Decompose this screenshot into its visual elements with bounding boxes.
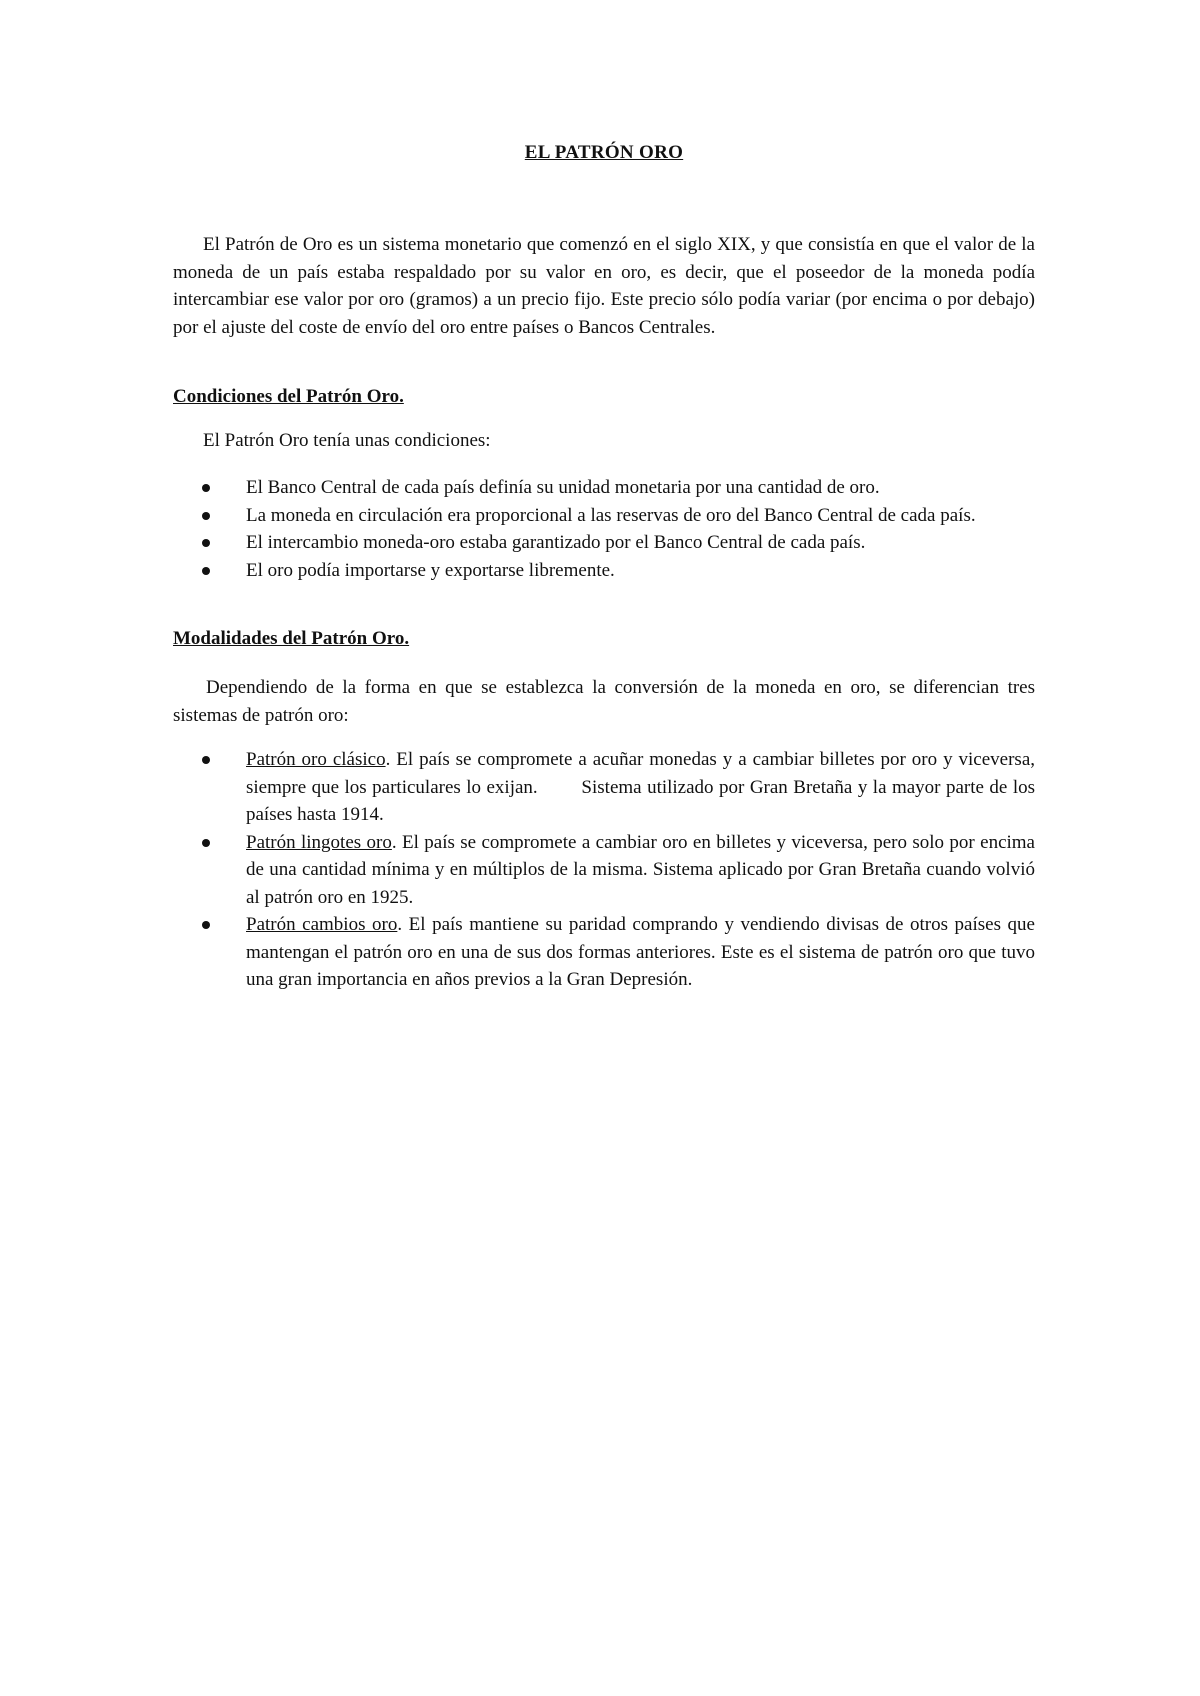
document-title: EL PATRÓN ORO bbox=[524, 142, 684, 163]
intro-paragraph: El Patrón de Oro es un sistema monetario que comenzó en el siglo XIX, y que consistía en que el valor de la moneda de un país estaba respaldado por su valor en oro, es decir, que el poseedor de la moneda podía intercambiar ese valor por oro (gramos) a un precio fijo. Este precio sólo podía variar (por encima o por debajo) por el ajuste del coste de envío del oro entre países o Bancos Centrales. bbox=[173, 234, 1035, 338]
list-item: El Banco Central de cada país definía su unidad monetaria por una cantidad de oro. bbox=[246, 477, 880, 498]
term-label: Patrón lingotes oro bbox=[246, 831, 392, 853]
list-item: Patrón lingotes oro. El país se compromete a cambiar oro en billetes y viceversa, pero solo por encima de una cantidad mínima y en múltiplos de la misma. Sistema aplicado por Gran Bretaña cuando volvió al patrón oro en 1925. bbox=[246, 831, 1035, 908]
section-heading-modalidades: Modalidades del Patrón Oro. bbox=[173, 628, 410, 649]
modalidades-list bbox=[173, 746, 1040, 994]
list-item: Patrón cambios oro. El país mantiene su paridad comprando y vendiendo divisas de otros países que mantengan el patrón oro en una de sus dos formas anteriores. Este es el sistema de patrón oro que tuvo una gran importancia en años previos a la Gran Depresión. bbox=[246, 914, 1035, 990]
condiciones-lead: El Patrón Oro tenía unas condiciones: bbox=[203, 430, 491, 451]
list-item: Patrón oro clásico. El país se compromete a acuñar monedas y a cambiar billetes por oro y viceversa, siempre que los particulares lo exijan. Sistema utilizado por Gran Bretaña y la mayor parte de los países hasta 1914. bbox=[246, 749, 1040, 825]
modalidades-lead: Dependiendo de la forma en que se establezca la conversión de la moneda en oro, se diferencian tres sistemas de patrón oro: bbox=[173, 677, 1035, 726]
condiciones-list bbox=[173, 474, 1035, 584]
term-label: Patrón oro clásico bbox=[246, 749, 386, 770]
term-label: Patrón cambios oro bbox=[246, 914, 398, 935]
section-heading-condiciones: Condiciones del Patrón Oro. bbox=[173, 386, 404, 407]
list-item: El intercambio moneda-oro estaba garantizado por el Banco Central de cada país. bbox=[246, 532, 866, 553]
list-item: El oro podía importarse y exportarse libremente. bbox=[246, 559, 615, 581]
list-item: La moneda en circulación era proporcional a las reservas de oro del Banco Central de cada país. bbox=[246, 504, 976, 526]
